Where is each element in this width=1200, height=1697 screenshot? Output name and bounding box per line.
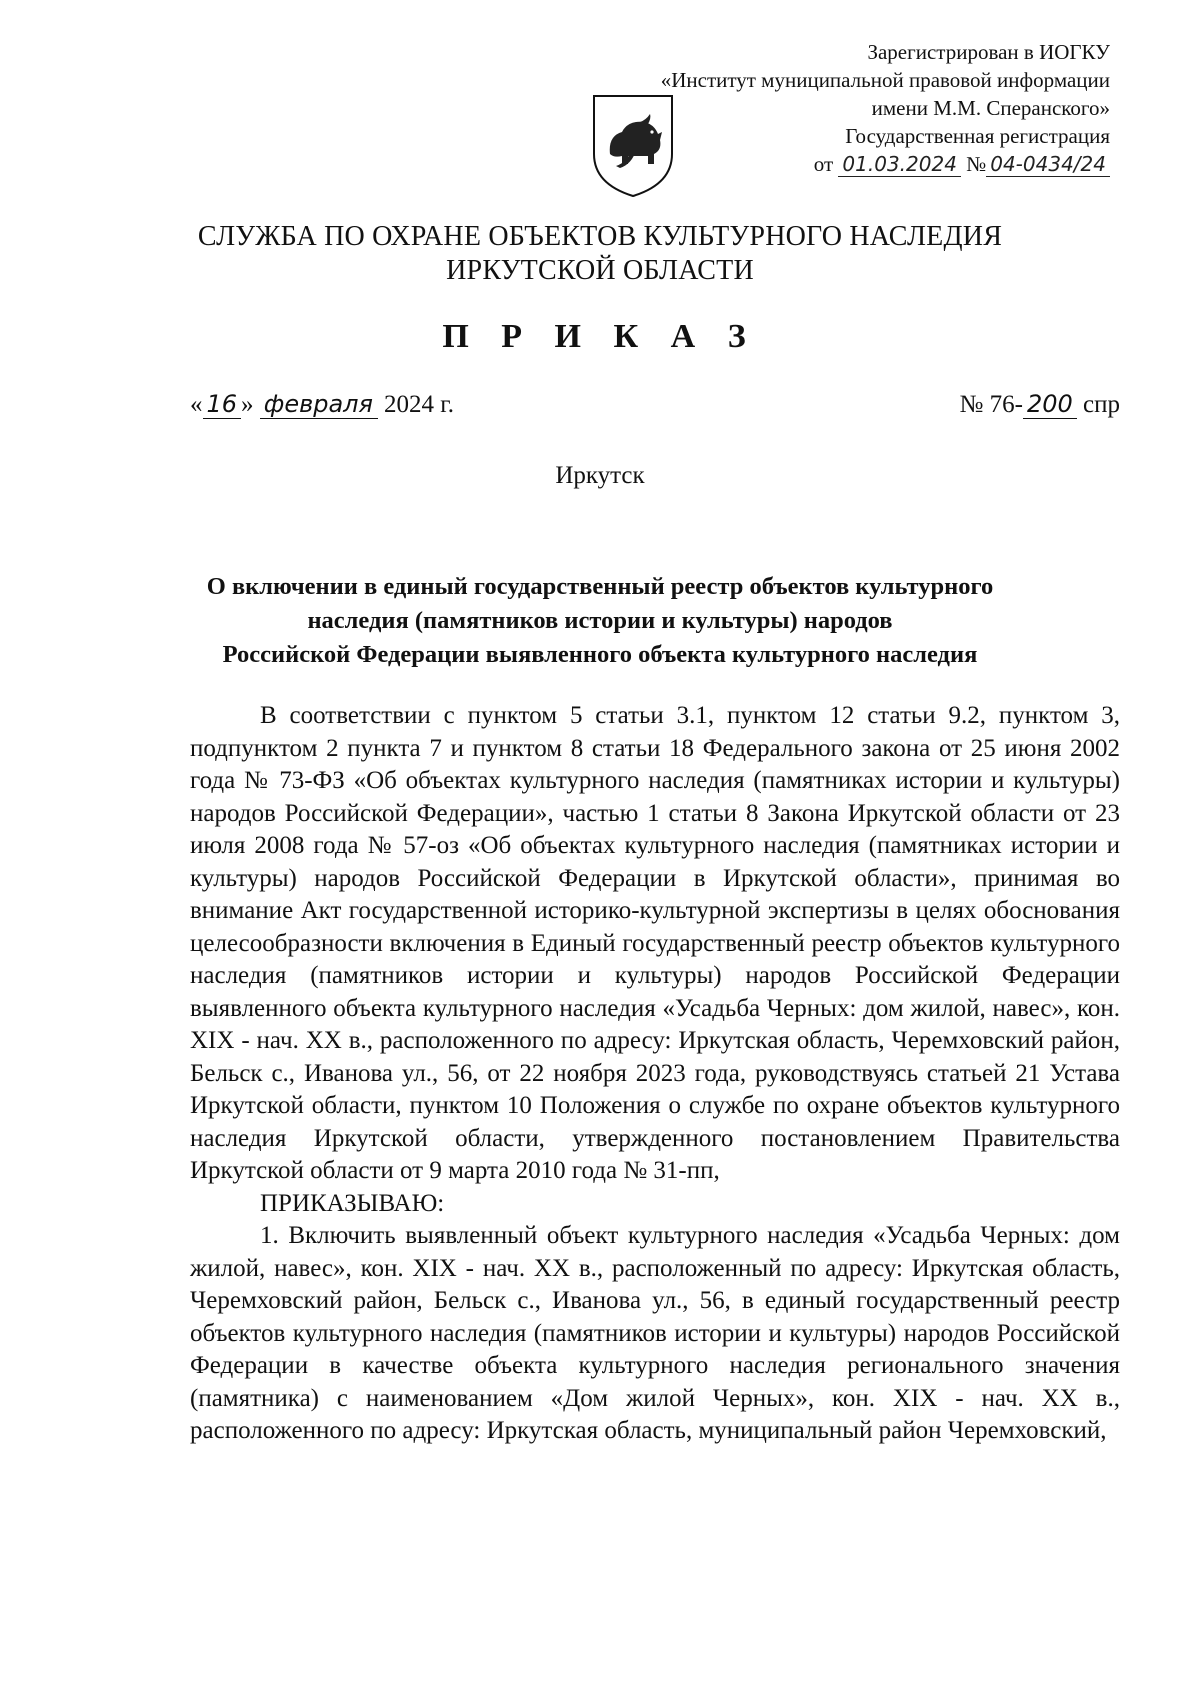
number-handwritten: 200 bbox=[1023, 390, 1077, 419]
irkutsk-coat-of-arms-icon bbox=[588, 92, 678, 200]
subject-line-1: О включении в единый государственный реестр объектов культурного bbox=[206, 573, 994, 600]
order-number bbox=[960, 390, 1120, 419]
date-number-row bbox=[190, 390, 1120, 430]
registration-number: 04-0434/24 bbox=[986, 152, 1110, 177]
number-suffix: спр bbox=[1083, 391, 1120, 418]
subject-line-3: Российской Федерации выявленного объекта культурного наследия bbox=[222, 641, 978, 668]
organization-line-1: СЛУЖБА ПО ОХРАНЕ ОБЪЕКТОВ КУЛЬТУРНОГО НАСЛЕДИЯ bbox=[197, 221, 1003, 252]
preamble-paragraph: В соответствии с пунктом 5 статьи 3.1, пунктом 12 статьи 9.2, пунктом 3, подпунктом 2 пункта 7 и пунктом 8 статьи 18 Федерального закона от 25 июня 2002 года № 73-ФЗ «Об объектах культурного наследия (памятниках истории и культуры) народов Российской Федерации», частью 1 статьи 8 Закона Иркутской области от 23 июля 2008 года № 57-оз «Об объектах культурного наследия (памятниках истории и культуры) народов Российской Федерации в Иркутской области», принимая во внимание Акт государственной историко-культурной экспертизы в целях обоснования целесообразности включения в Единый государственный реестр объектов культурного наследия (памятников истории и культуры) народов Российской Федерации выявленного объекта культурного наследия «Усадьба Черных: дом жилой, навес», кон. XIX - нач. XX в., расположенного по адресу: Иркутская область, Черемховский район, Бельск с., Иванова ул., 56, от 22 ноября 2023 года, руководствуясь статьей 21 Устава Иркутской области, пунктом 10 Положения о службе по охране объектов культурного наследия Иркутской области, утвержденного постановлением Правительства Иркутской области от 9 марта 2010 года № 31-пп, bbox=[190, 702, 1120, 1184]
registration-line-4: Государственная регистрация bbox=[845, 124, 1110, 148]
subject-line-2: наследия (памятников истории и культуры) народов bbox=[307, 607, 893, 634]
organization-name bbox=[0, 220, 1200, 288]
registration-date-prefix: от bbox=[813, 152, 834, 176]
registration-line-2: «Институт муниципальной правовой информации bbox=[660, 68, 1110, 92]
organization-line-2: ИРКУТСКОЙ ОБЛАСТИ bbox=[446, 255, 754, 286]
item-1-paragraph: 1. Включить выявленный объект культурного наследия «Усадьба Черных: дом жилой, навес», кон. XIX - нач. XX в., расположенный по адресу: Иркутская область, Черемховский район, Бельск с., Иванова ул., 56, в единый государственный реестр объектов культурного наследия (памятников истории и культуры) народов Российской Федерации в качестве объекта культурного наследия регионального значения (памятника) с наименованием «Дом жилой Черных», кон. XIX - нач. XX в., расположенного по адресу: Иркутская область, муниципальный район Черемховский, bbox=[190, 1222, 1120, 1444]
number-prefix: № 76- bbox=[959, 391, 1023, 418]
city: Иркутск bbox=[555, 462, 645, 489]
registration-number-prefix: № bbox=[966, 152, 987, 176]
date-open-quote: « bbox=[190, 391, 203, 418]
registration-line-3: имени М.М. Сперанского» bbox=[871, 96, 1110, 120]
order-word: ПРИКАЗЫВАЮ: bbox=[260, 1189, 445, 1217]
subject-heading bbox=[150, 570, 1050, 672]
document-body bbox=[190, 700, 1120, 1448]
date-year: 2024 г. bbox=[384, 391, 454, 418]
order-date bbox=[190, 390, 454, 419]
registration-line-1: Зарегистрирован в ИОГКУ bbox=[867, 40, 1110, 64]
registration-date: 01.03.2024 bbox=[838, 152, 961, 177]
date-day: 16 bbox=[203, 390, 242, 419]
document-type: П Р И К А З bbox=[442, 318, 758, 355]
date-close-quote: » bbox=[241, 391, 254, 418]
date-month: февраля bbox=[260, 390, 378, 419]
